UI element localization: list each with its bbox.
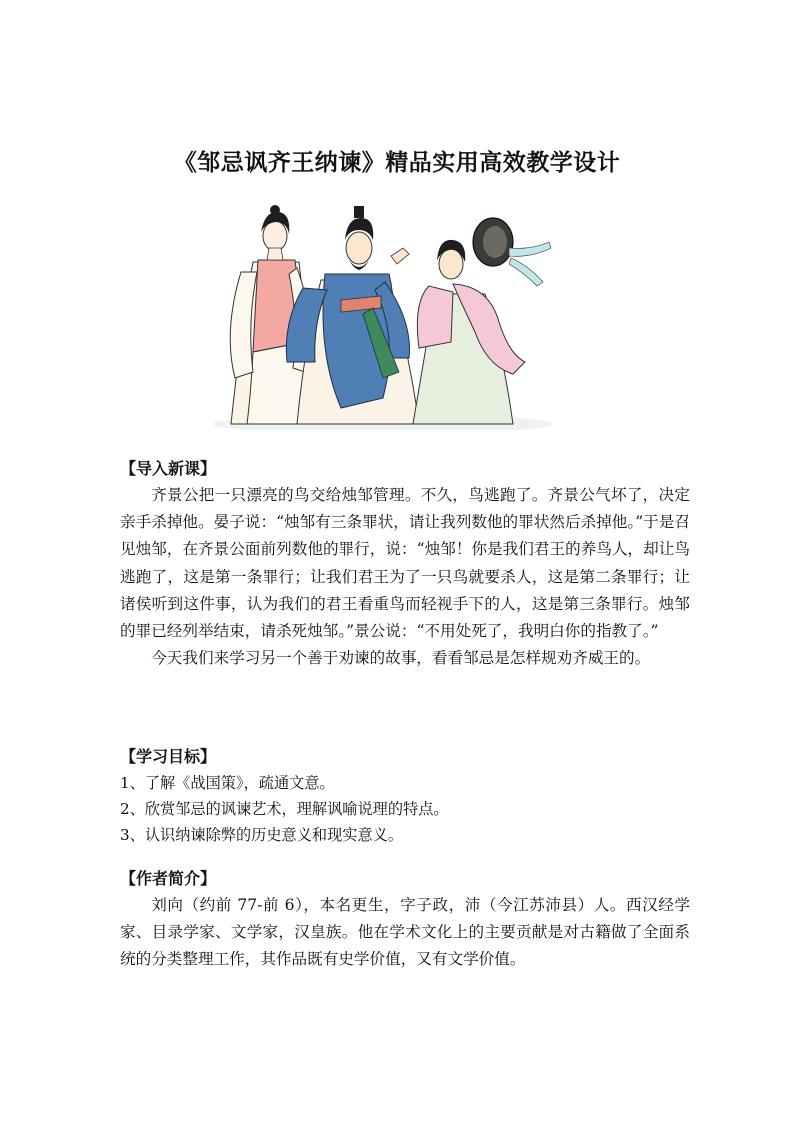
goal-item-3: 3、认识纳谏除弊的历史意义和现实意义。 [120, 826, 404, 844]
section-introduction [120, 456, 690, 672]
intro-paragraph-1: 齐景公把一只漂亮的鸟交给烛邹管理。不久，鸟逃跑了。齐景公气坏了，决定亲手杀掉他。晏子说：“烛邹有三条罪状，请让我列数他的罪状然后杀掉他。”于是召见烛邹，在齐景公面前列数他的罪行，说：“烛邹！你是我们君王的养鸟人，却让鸟逃跑了，这是第一条罪行；让我们君王为了一只鸟就要杀人，这是第二条罪行；让诸侯听到这件事，认为我们的君王看重鸟而轻视手下的人，这是第三条罪行。烛邹的罪已经列举结束，请杀死烛邹。”景公说：“不用处死了，我明白你的指教了。” [120, 486, 690, 641]
section-author-intro [120, 866, 690, 974]
illustration-image [213, 202, 559, 430]
section-learning-goals [120, 744, 690, 848]
goal-item-1: 1、了解《战国策》，疏通文意。 [120, 774, 335, 792]
heading-author-intro: 【作者简介】 [120, 869, 217, 888]
heading-learning-goals: 【学习目标】 [120, 747, 217, 766]
goal-item-2: 2、欣赏邹忌的讽谏艺术，理解讽喻说理的特点。 [120, 800, 449, 818]
heading-introduction: 【导入新课】 [120, 459, 217, 478]
author-paragraph: 刘向（约前 77-前 6），本名更生，字子政，沛（今江苏沛县）人。西汉经学家、目录学家、文学家，汉皇族。他在学术文化上的主要贡献是对古籍做了全面系统的分类整理工作，其作品既有史学价值，又有文学价值。 [120, 896, 690, 969]
document-title: 《邹忌讽齐王纳谏》精品实用高效教学设计 [173, 150, 621, 176]
intro-paragraph-2: 今天我们来学习另一个善于劝谏的故事，看看邹忌是怎样规劝齐威王的。 [151, 649, 651, 668]
